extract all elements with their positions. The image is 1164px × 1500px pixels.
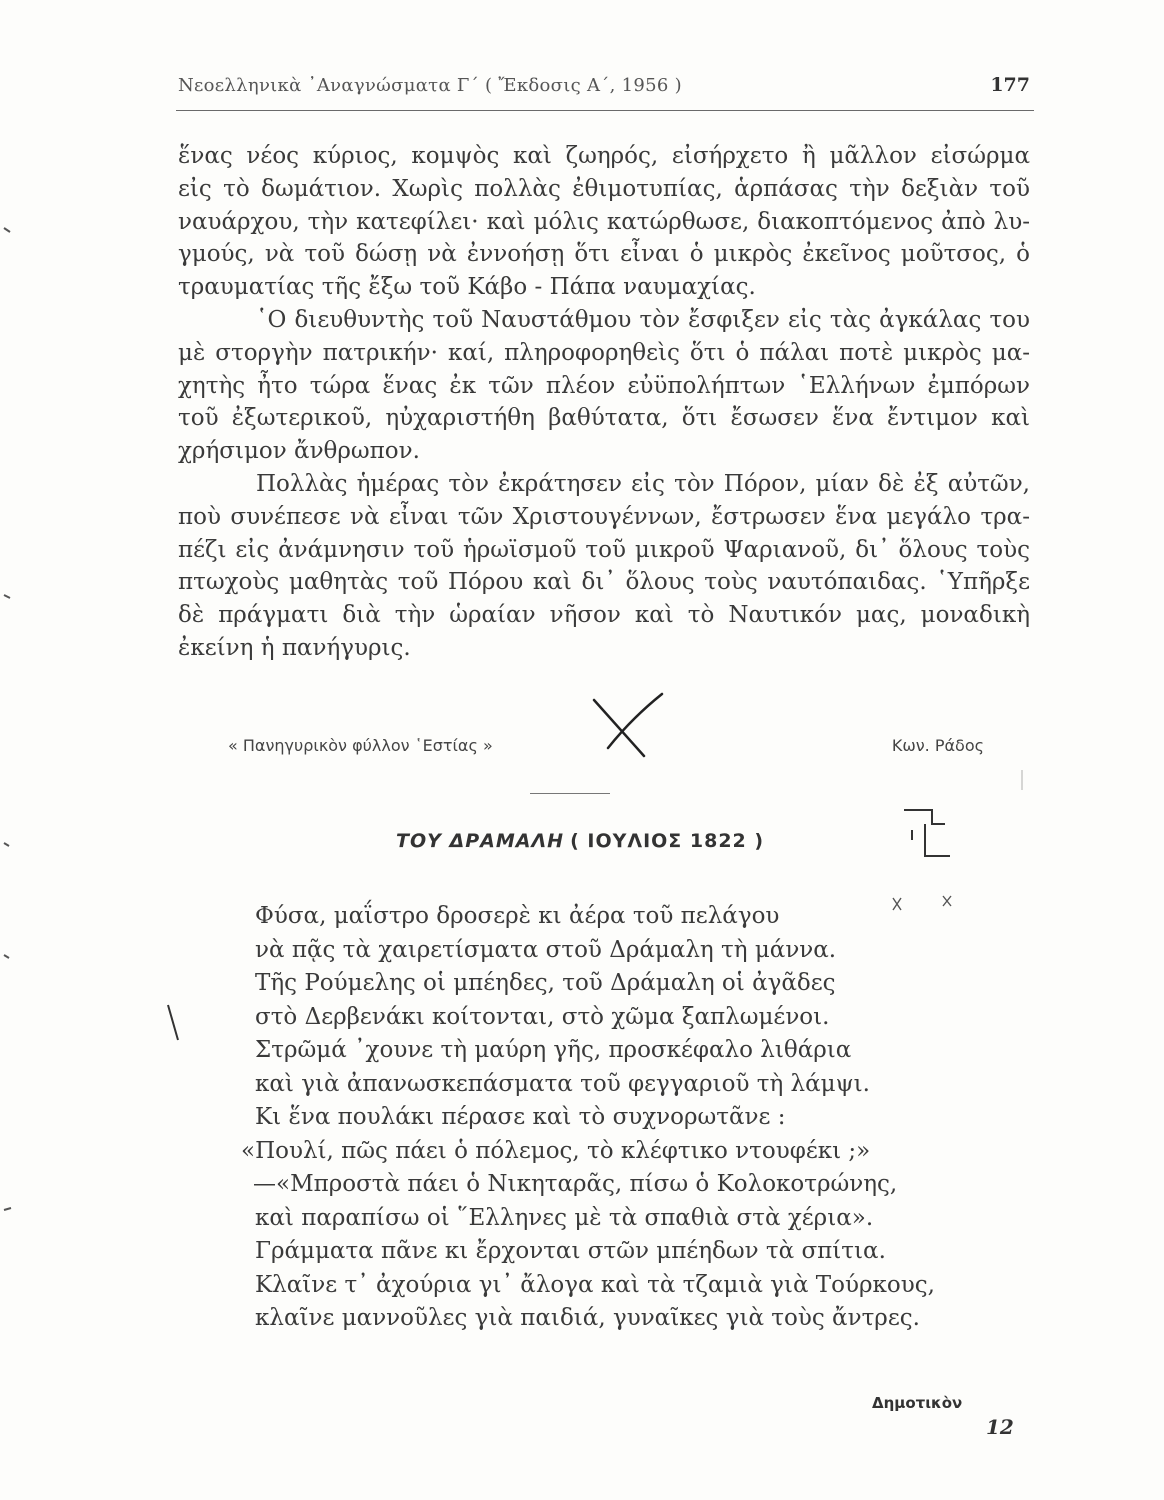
poem-line: Κι ἕνα πουλάκι πέρασε καὶ τὸ συχνορωτᾶνε : [255, 1104, 786, 1130]
page-number: 177 [990, 74, 1030, 96]
section-divider [530, 793, 610, 794]
text-line: εἰς τὸ δωμάτιον. Χωρὶς πολλὰς ἐθιμοτυπίας, ἁρπάσας τὴν δεξιὰν τοῦ [178, 175, 1030, 202]
sheet-marker: 12 [986, 1415, 1014, 1439]
text-line: Πολλὰς ἡμέρας τὸν ἐκράτησεν εἰς τὸν Πόρον, μίαν δὲ ἐξ αὐτῶν, [256, 470, 1030, 497]
attribution-line [228, 736, 984, 755]
poem-body [241, 900, 975, 1336]
text-line: μὲ στοργὴν πατρικήν· καί, πληροφορηθεὶς ὅτι ὁ πάλαι ποτὲ μικρὸς μα- [178, 339, 1030, 366]
attribution-source: « Πανηγυρικὸν φύλλον ῾Εστίας » [228, 736, 493, 755]
poem-line: Στρῶμά ᾿χουνε τὴ μαύρη γῆς, προσκέφαλο λιθάρια [255, 1037, 852, 1063]
text-line: δὲ πράγματι διὰ τὴν ὡραίαν νῆσον καὶ τὸ Ναυτικόν μας, μοναδικὴ [178, 602, 1030, 629]
text-line: γμούς, νὰ τοῦ δώσῃ νὰ ἐννοήσῃ ὅτι εἶναι ὁ μικρὸς ἐκεῖνος μοῦτσος, ὁ [178, 241, 1030, 268]
text-line: τραυματίας τῆς ἔξω τοῦ Κάβο - Πάπα ναυμαχίας. [178, 274, 756, 301]
text-line: ναυάρχου, τὴν κατεφίλει· καὶ μόλις κατώρθωσε, διακοπτόμενος ἀπὸ λυ- [178, 208, 1030, 235]
text-line: χητὴς ἦτο τώρα ἕνας ἐκ τῶν πλέον εὐϋπολήπτων ῾Ελλήνων ἐμπόρων [178, 372, 1030, 399]
poem-subtitle: ( ΙΟΥΛΙΟΣ 1822 ) [570, 830, 765, 852]
poem-line: Φύσα, μαΐστρο δροσερὲ κι ἀέρα τοῦ πελάγου [255, 903, 780, 929]
poem-line: καὶ γιὰ ἀπανωσκεπάσματα τοῦ φεγγαριοῦ τὴ λάμψι. [255, 1070, 870, 1097]
text-line: ποὺ συνέπεσε νὰ εἶναι τῶν Χριστουγέννων, ἔστρωσεν ἕνα μεγάλο τρα- [178, 503, 1030, 530]
text-line: πέζι εἰς ἀνάμνησιν τοῦ ἡρωϊσμοῦ τοῦ μικροῦ Ψαριανοῦ, δι᾿ ὅλους τοὺς [178, 536, 1030, 563]
poem-line: Τῆς Ρούμελης οἱ μπέηδες, τοῦ Δράμαλη οἱ ἀγᾶδες [255, 970, 836, 996]
poem-line: Γράμματα πᾶνε κι ἔρχονται στῶν μπέηδων τὰ σπίτια. [255, 1238, 886, 1264]
text-line: χρήσιμον ἄνθρωπον. [178, 438, 420, 465]
attribution-author: Κων. Ράδος [891, 736, 984, 755]
poem-line: κλαῖνε μαννοῦλες γιὰ παιδιά, γυναῖκες γιὰ τοὺς ἄντρες. [255, 1305, 920, 1331]
prose-body [178, 140, 1030, 665]
text-line: ἐκείνη ἡ πανήγυρις. [178, 634, 411, 661]
poem-line: καὶ παραπίσω οἱ ῞Ελληνες μὲ τὰ σπαθιὰ στὰ χέρια». [255, 1204, 874, 1231]
header-rule [176, 110, 1034, 111]
poem-title: ΤΟΥ ΔΡΑΜΑΛΗ [396, 830, 565, 852]
text-line: ῾Ο διευθυντὴς τοῦ Ναυστάθμου τὸν ἔσφιξεν εἰς τὰς ἀγκάλας του [256, 306, 1030, 333]
poem-line: «Πουλί, πῶς πάει ὁ πόλεμος, τὸ κλέφτικο ντουφέκι ;» [241, 1137, 871, 1164]
running-head: Νεοελληνικὰ ᾿Αναγνώσματα Γ΄ ( Ἔκδοσις Α΄, 1956 ) [178, 75, 682, 96]
page-header [178, 74, 1030, 96]
text-line: πτωχοὺς μαθητὰς τοῦ Πόρου καὶ δι᾿ ὅλους τοὺς ναυτόπαιδας. ῾Υπῆρξε [178, 569, 1030, 596]
paragraph-2 [178, 304, 1030, 468]
paragraph-1 [178, 140, 1030, 304]
text-line: ἕνας νέος κύριος, κομψὸς καὶ ζωηρός, εἰσήρχετο ἢ μᾶλλον εἰσώρμα [178, 143, 1030, 169]
poem-source: Δημοτικὸν [872, 1394, 963, 1412]
text-line: τοῦ ἐξωτερικοῦ, ηὐχαριστήθη βαθύτατα, ὅτι ἔσωσεν ἕνα ἔντιμον καὶ [178, 405, 1030, 432]
poem-line: Κλαῖνε τ᾿ ἀχούρια γι᾿ ἄλογα καὶ τὰ τζαμιὰ γιὰ Τούρκους, [255, 1271, 935, 1298]
paragraph-3 [178, 468, 1030, 665]
poem-line: στὸ Δερβενάκι κοίτονται, στὸ χῶμα ξαπλωμένοι. [255, 1003, 830, 1030]
poem-line: —«Μπροστὰ πάει ὁ Νικηταρᾶς, πίσω ὁ Κολοκοτρώνης, [253, 1171, 898, 1197]
poem-heading [396, 830, 764, 852]
poem-line: νὰ πᾷς τὰ χαιρετίσματα στοῦ Δράμαλη τὴ μάννα. [255, 936, 837, 963]
